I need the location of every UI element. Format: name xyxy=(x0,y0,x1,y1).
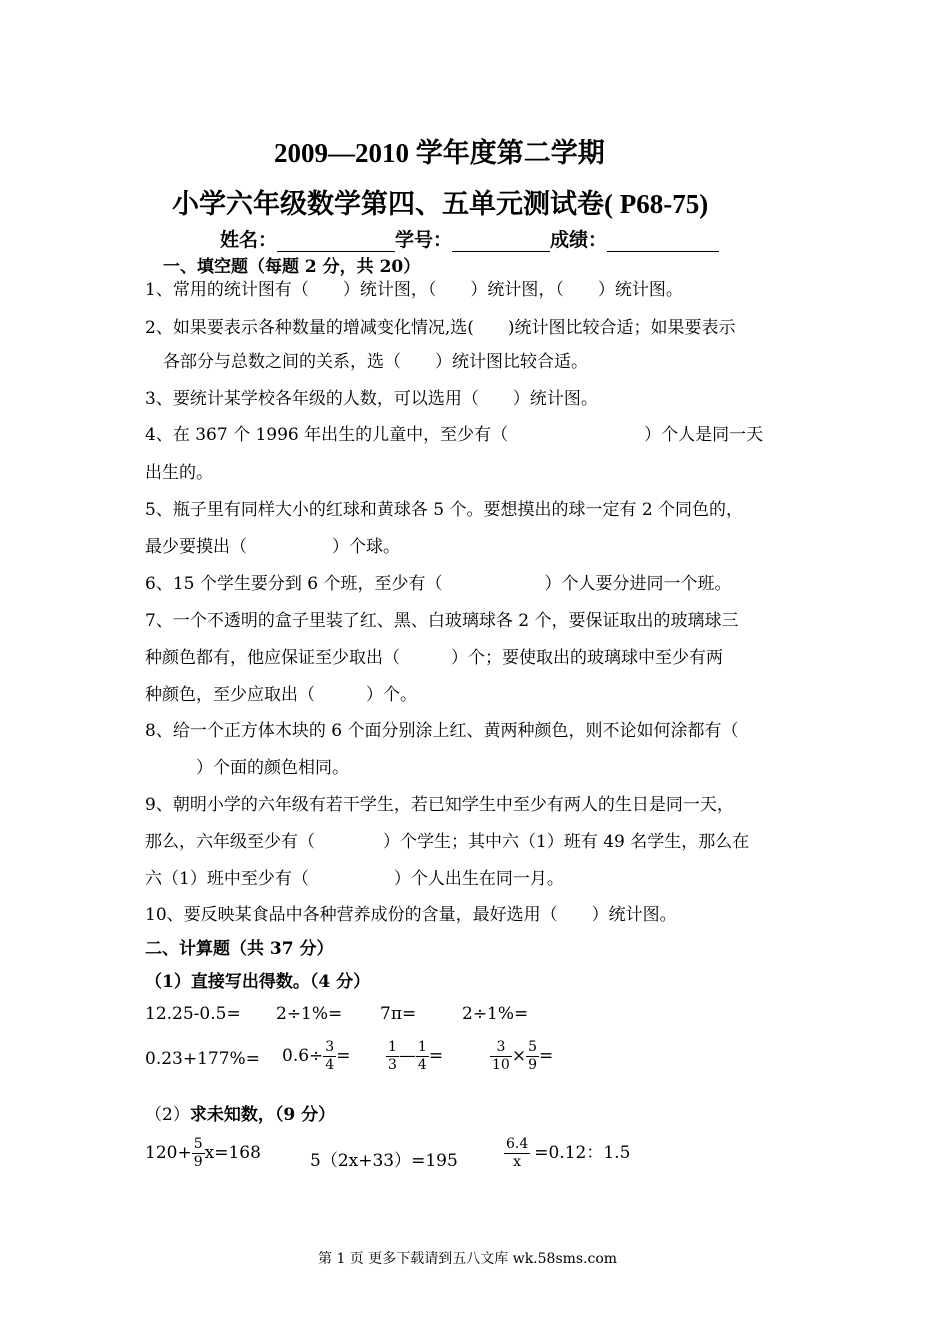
section2-heading: 二、计算题（共 37 分） xyxy=(145,939,334,959)
calc-item: 7π= xyxy=(380,1004,417,1024)
question-line: 2、如果要表示各种数量的增减变化情况,选( )统计图比较合适；如果要表示 xyxy=(145,318,736,338)
calc-text: x=168 xyxy=(204,1142,261,1163)
name-label: 姓名： xyxy=(220,229,278,251)
fraction: $\frac{3}{10}$ xyxy=(492,1039,510,1073)
question-line: 9、朝明小学的六年级有若干学生，若已知学生中至少有两人的生日是同一天， xyxy=(145,795,734,815)
calc-item xyxy=(282,1039,350,1074)
student-info xyxy=(220,225,719,252)
fraction: $\frac{6.4}{x}$ xyxy=(506,1136,529,1170)
calc-text: — xyxy=(398,1045,416,1066)
subsection-direct-calc: （1）直接写出得数。（4 分） xyxy=(145,972,371,992)
fraction: $\frac{5}{9}$ xyxy=(193,1136,203,1170)
calc-item xyxy=(386,1039,443,1074)
equation-item xyxy=(500,1136,630,1171)
equation-item: 5（2x+33）=195 xyxy=(310,1151,458,1171)
question-line: 7、一个不透明的盒子里装了红、黑、白玻璃球各 2 个，要保证取出的玻璃球三 xyxy=(145,611,739,631)
question-line: 种颜色都有，他应保证至少取出（ ）个；要使取出的玻璃球中至少有两 xyxy=(145,648,723,668)
score-label: 成绩： xyxy=(550,229,608,251)
calc-text: = xyxy=(539,1045,554,1066)
question-line: 种颜色，至少应取出（ ）个。 xyxy=(145,685,417,705)
calc-item: 2÷1%= xyxy=(276,1004,343,1024)
question-line: 1、常用的统计图有（ ）统计图，（ ）统计图，（ ）统计图。 xyxy=(145,280,683,300)
fraction: $\frac{5}{9}$ xyxy=(528,1039,537,1073)
question-line: 那么，六年级至少有（ ）个学生；其中六（1）班有 49 名学生，那么在 xyxy=(145,832,750,852)
question-line: 六（1）班中至少有（ ）个人出生在同一月。 xyxy=(145,869,564,889)
question-line: 10、要反映某食品中各种营养成份的含量，最好选用（ ）统计图。 xyxy=(145,905,677,925)
name-field[interactable] xyxy=(277,231,395,252)
question-line: 出生的。 xyxy=(145,463,213,483)
fraction: $\frac{1}{4}$ xyxy=(417,1039,427,1073)
page-title: 2009—2010 学年度第二学期 xyxy=(274,138,605,168)
equation-item xyxy=(145,1136,261,1171)
page-footer: 第 1 页 更多下载请到五八文库 wk.58sms.com xyxy=(318,1251,618,1267)
question-line: 各部分与总数之间的关系，选（ ）统计图比较合适。 xyxy=(163,352,588,372)
score-field[interactable] xyxy=(607,231,719,252)
calc-item: 12.25-0.5= xyxy=(145,1004,241,1024)
calc-text: = xyxy=(336,1045,351,1066)
question-line: 8、给一个正方体木块的 6 个面分别涂上红、黄两种颜色，则不论如何涂都有（ xyxy=(145,721,739,741)
id-label: 学号： xyxy=(395,229,453,251)
calc-text: =0.12：1.5 xyxy=(534,1142,631,1163)
calc-item xyxy=(490,1039,553,1074)
question-line: 4、在 367 个 1996 年出生的儿童中，至少有（ ）个人是同一天 xyxy=(145,425,764,445)
calc-text: 120+ xyxy=(145,1142,192,1163)
calc-item: 0.23+177%= xyxy=(145,1049,260,1069)
question-line: 3、要统计某学校各年级的人数，可以选用（ ）统计图。 xyxy=(145,389,598,409)
calc-item: 2÷1%= xyxy=(462,1004,529,1024)
question-line: 最少要摸出（ ）个球。 xyxy=(145,537,400,557)
section1-heading: 一、填空题（每题 2 分，共 20） xyxy=(163,257,421,277)
id-field[interactable] xyxy=(452,231,550,252)
calc-text: 0.6÷ xyxy=(282,1045,324,1066)
question-line: 6、15 个学生要分到 6 个班，至少有（ ）个人要分进同一个班。 xyxy=(145,574,732,594)
fraction: $\frac{1}{3}$ xyxy=(388,1039,397,1073)
calc-text: = xyxy=(428,1045,444,1066)
question-line: 5、瓶子里有同样大小的红球和黄球各 5 个。要想摸出的球一定有 2 个同色的， xyxy=(145,500,744,520)
calc-text: × xyxy=(511,1045,527,1066)
page-subtitle: 小学六年级数学第四、五单元测试卷( P68-75) xyxy=(172,189,709,219)
fraction: $\frac{3}{4}$ xyxy=(325,1039,335,1073)
subsection-solve-unknown: （2）求未知数，（9 分） xyxy=(145,1105,336,1125)
question-line: ）个面的颜色相同。 xyxy=(145,758,349,778)
